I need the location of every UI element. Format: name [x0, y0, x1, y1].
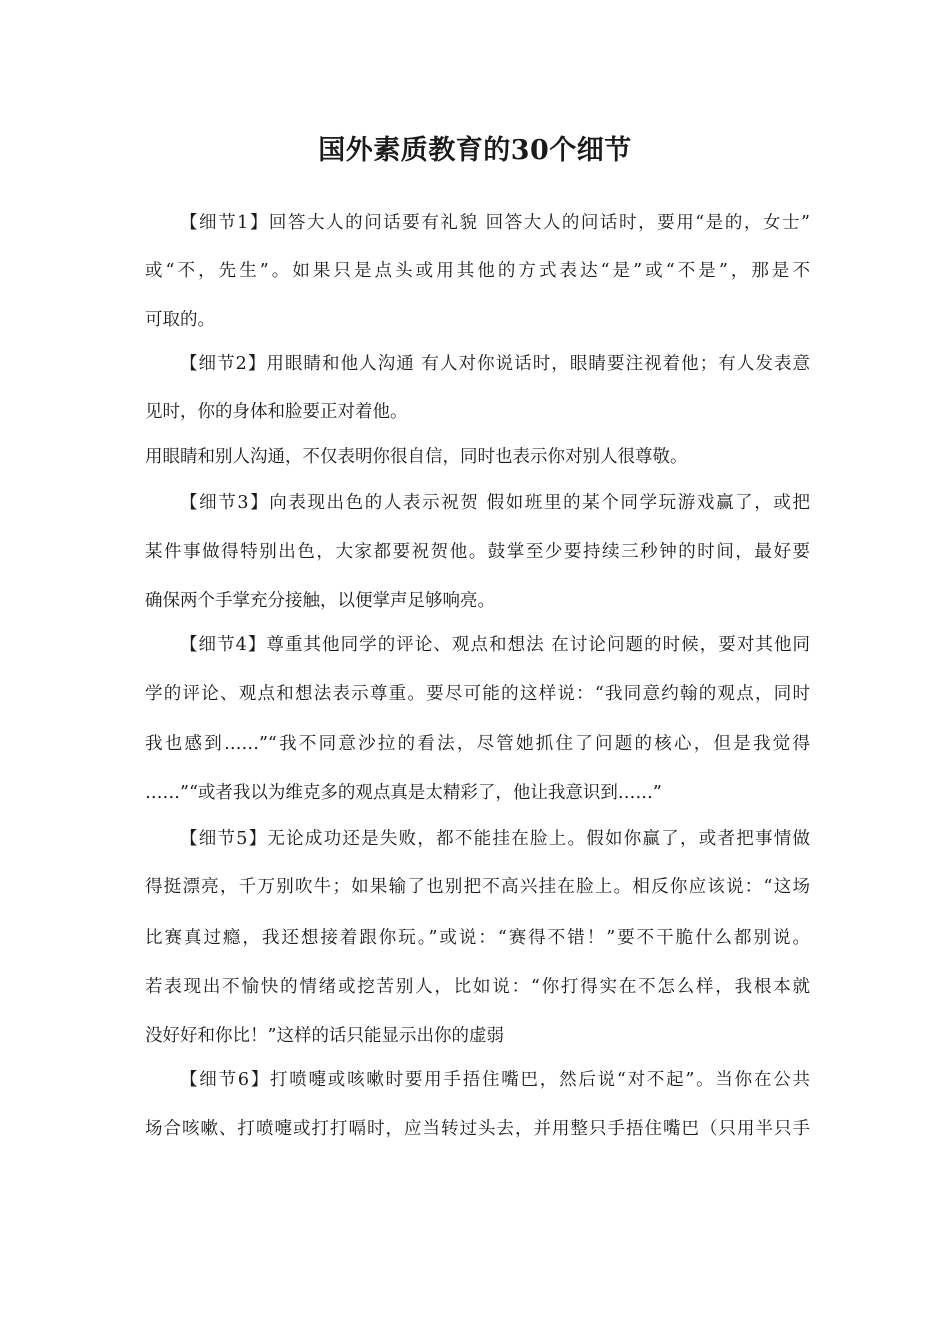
text-line: 确保两个手掌充分接触，以便掌声足够响亮。 [145, 591, 495, 611]
text-line: 没好好和你比！”这样的话只能显示出你的虚弱 [145, 1026, 504, 1046]
text-line: 得挺漂亮，千万别吹牛；如果输了也别把不高兴挂在脸上。相反你应该说：“这场 [145, 877, 810, 897]
text-line: 见时，你的身体和脸要正对着他。 [145, 402, 408, 422]
text-line: 若表现出不愉快的情绪或挖苦别人，比如说：“你打得实在不怎么样，我根本就 [145, 977, 810, 997]
text-line: 【细节3】向表现出色的人表示祝贺 假如班里的某个同学玩游戏赢了，或把 [180, 493, 810, 513]
text-line: 用眼睛和别人沟通，不仅表明你很自信，同时也表示你对别人很尊敬。 [145, 447, 688, 467]
text-line: 某件事做得特别出色，大家都要祝贺他。鼓掌至少要持续三秒钟的时间，最好要 [145, 542, 810, 562]
text-line: 场合咳嗽、打喷嚏或打打嗝时，应当转过头去，并用整只手捂住嘴巴（只用半只手 [145, 1119, 810, 1139]
text-line: 【细节6】打喷嚏或咳嗽时要用手捂住嘴巴，然后说“对不起”。当你在公共 [180, 1070, 810, 1090]
document-title: 国外素质教育的30个细节 [318, 135, 632, 166]
text-line: 【细节5】无论成功还是失败，都不能挂在脸上。假如你赢了，或者把事情做 [180, 829, 810, 849]
text-line: 或“不，先生”。如果只是点头或用其他的方式表达“是”或“不是”，那是不 [145, 261, 810, 281]
text-line: ……”“或者我以为维克多的观点真是太精彩了，他让我意识到……” [145, 783, 662, 803]
text-line: 【细节2】用眼睛和他人沟通 有人对你说话时，眼睛要注视着他；有人发表意 [180, 354, 810, 374]
text-line: 比赛真过瘾，我还想接着跟你玩。”或说：“赛得不错！”要不干脆什么都别说。 [145, 928, 810, 948]
text-line: 【细节4】尊重其他同学的评论、观点和想法 在讨论问题的时候，要对其他同 [180, 635, 810, 655]
text-line: 学的评论、观点和想法表示尊重。要尽可能的这样说：“我同意约翰的观点，同时 [145, 684, 810, 704]
text-line: 可取的。 [145, 310, 215, 330]
text-line: 我也感到……”“我不同意沙拉的看法，尽管她抓住了问题的核心，但是我觉得 [145, 734, 810, 754]
text-line: 【细节1】回答大人的问话要有礼貌 回答大人的问话时，要用“是的，女士” [180, 213, 810, 233]
